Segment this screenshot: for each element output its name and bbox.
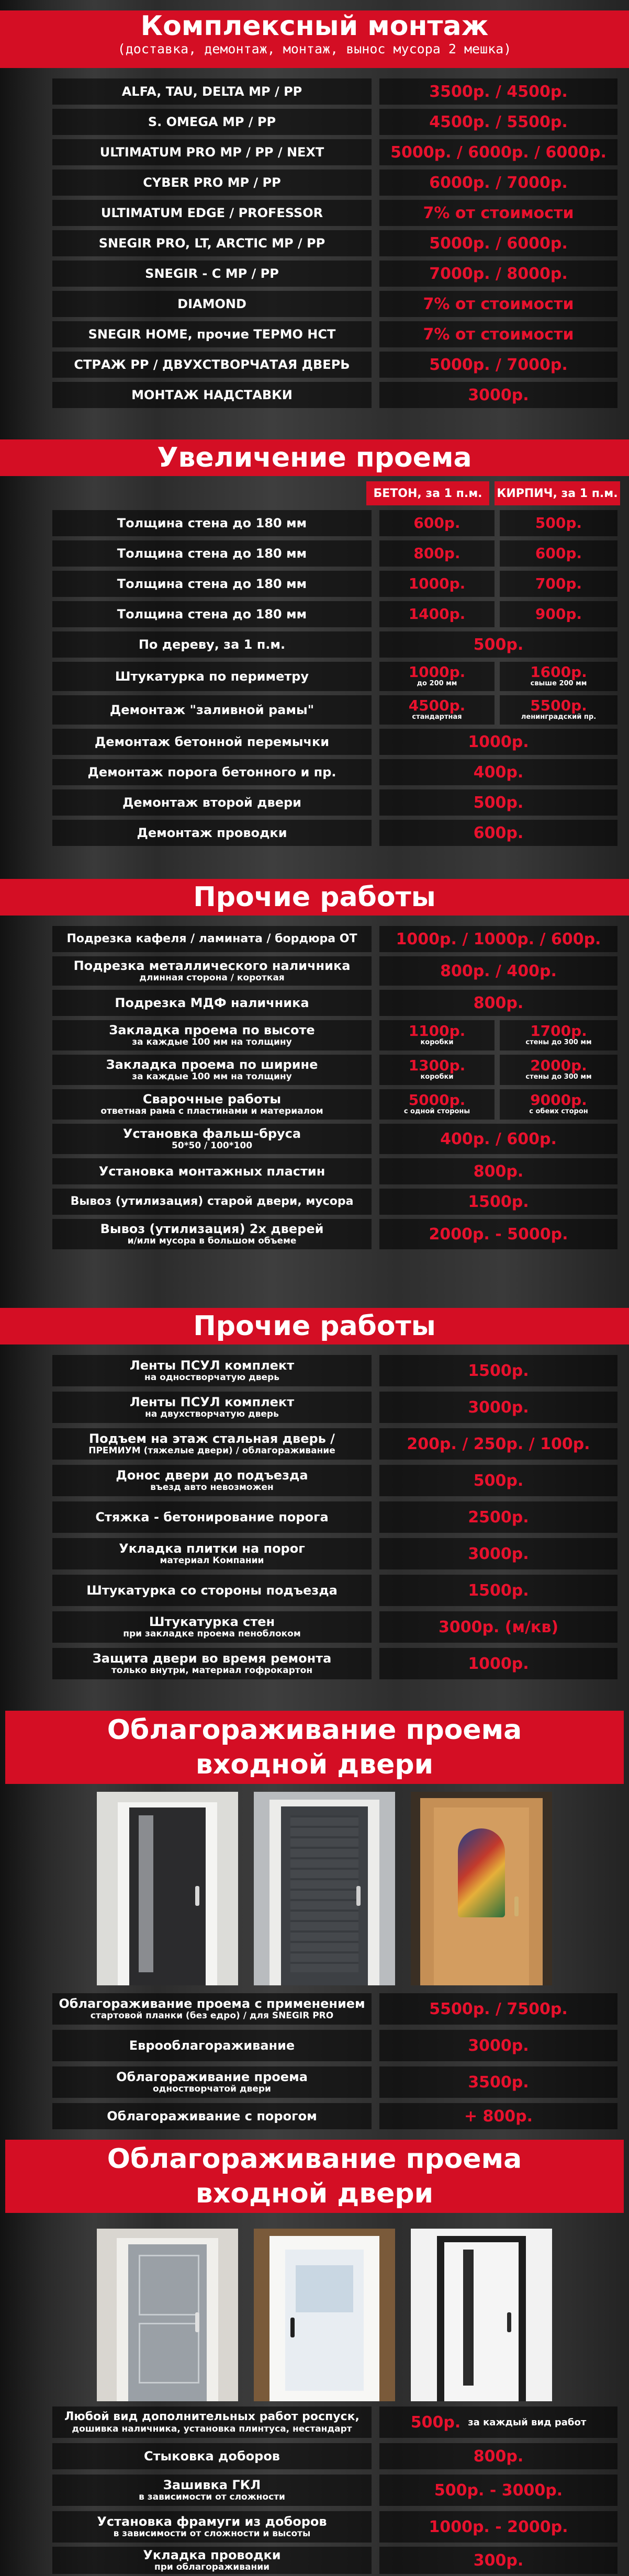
price-caption: стены до 300 мм (525, 1073, 592, 1081)
price-value: 1100р. (408, 1022, 466, 1040)
row-price-concrete: 1400р. (379, 601, 495, 627)
price-row (52, 1501, 620, 1533)
price-row (52, 820, 620, 846)
label-note: на одностворчатую дверь (144, 1372, 279, 1383)
price-value: 5500р. (530, 697, 587, 714)
price-row (52, 1124, 620, 1154)
row-label (52, 2511, 372, 2543)
label-note: материал Компании (160, 1555, 264, 1566)
row-label (52, 2547, 372, 2574)
price-caption: за каждый вид работ (468, 2416, 587, 2428)
label-note: ПРЕМИУМ (тяжелые двери) / облагораживание (88, 1445, 335, 1456)
row-price: 800р. (379, 2443, 617, 2469)
row-label: Облагораживание с порогом (52, 2103, 372, 2129)
price-row (52, 170, 620, 196)
price-caption: свыше 200 мм (530, 680, 587, 687)
row-label (52, 1611, 372, 1643)
price-row (52, 382, 620, 408)
row-label (52, 1124, 372, 1154)
label-main: Укладка проводки (143, 2548, 281, 2562)
row-label (52, 2406, 372, 2438)
price-row (52, 540, 620, 567)
price-row (52, 1089, 620, 1120)
label-main: Облагораживание проема (116, 2070, 308, 2084)
row-price-wall (500, 1055, 617, 1085)
row-price: 5500р. / 7500р. (379, 1993, 617, 2025)
row-price: 200р. / 250р. / 100р. (379, 1428, 617, 1460)
row-price: 3000р. (379, 2030, 617, 2061)
label-note: ответная рама с пластинами и материалом (100, 1106, 323, 1116)
row-label: Подрезка кафеля / ламината / бордюра ОТ (52, 926, 372, 952)
row-label: SNEGIR HOME, прочие ТЕРМО НСТ (52, 321, 372, 347)
price-row (52, 2030, 620, 2061)
row-label: SNEGIR - C MP / PP (52, 261, 372, 287)
door-photo-white-frame (97, 1792, 238, 1985)
section-title: Увеличение проема (157, 442, 472, 473)
row-label: Штукатурка по периметру (52, 662, 372, 691)
price-caption: с одной стороны (403, 1108, 470, 1115)
row-price: 800р. (379, 1158, 617, 1184)
section-title: Прочие работы (193, 882, 436, 913)
door-photo-grey-inset (97, 2229, 238, 2401)
label-note: в зависимости от сложности и высоты (113, 2528, 311, 2539)
row-label (52, 1465, 372, 1496)
row-label (52, 1020, 372, 1050)
row-label: ULTIMATUM EDGE / PROFESSOR (52, 200, 372, 226)
door-photos (97, 1792, 552, 1985)
row-price: 300р. (379, 2547, 617, 2574)
label-note: стартовой планки (без едро) / для SNEGIR PRO (90, 2010, 334, 2021)
row-price: 3500р. / 4500р. (379, 78, 617, 105)
door-photo-black-frame (411, 2229, 552, 2401)
row-price: + 800р. (379, 2103, 617, 2129)
price-row (52, 789, 620, 816)
price-row (52, 1538, 620, 1569)
label-main: Подъем на этаж стальная дверь / (89, 1431, 335, 1446)
price-row (52, 1428, 620, 1460)
price-row (52, 1158, 620, 1184)
section-banner (0, 879, 629, 916)
row-price-wall (500, 1020, 617, 1050)
label-note: дошивка наличника, установка плинтуса, нестандарт (72, 2424, 352, 2434)
row-price: 800р. (379, 990, 617, 1016)
label-note: въезд авто невозможен (150, 1482, 274, 1493)
row-label (52, 1538, 372, 1569)
price-row (52, 631, 620, 658)
row-price: 7000р. / 8000р. (379, 261, 617, 287)
label-main: Сварочные работы (142, 1092, 282, 1106)
row-price: 1500р. (379, 1355, 617, 1386)
row-label: Толщина стена до 180 мм (52, 601, 372, 627)
row-price: 7% от стоимости (379, 321, 617, 347)
section-subtitle: (доставка, демонтаж, монтаж, вынос мусора 2 мешка) (117, 41, 512, 57)
section-other-works-2 (0, 1308, 629, 1726)
row-price: 500р. (379, 631, 617, 658)
column-header-brick: КИРПИЧ, за 1 п.м. (495, 481, 620, 505)
row-label: Вывоз (утилизация) старой двери, мусора (52, 1189, 372, 1215)
section-banner (0, 439, 629, 476)
row-price: 3500р. (379, 2066, 617, 2098)
price-value: 500р. (410, 2413, 461, 2432)
price-row (52, 109, 620, 135)
label-main: Зашивка ГКЛ (163, 2478, 261, 2492)
row-price: 6000р. / 7000р. (379, 170, 617, 196)
row-label: ULTIMATUM PRO MP / PP / NEXT (52, 139, 372, 165)
row-label (52, 1428, 372, 1460)
row-label: CYBER PRO MP / PP (52, 170, 372, 196)
price-caption: ленинградский пр. (521, 713, 597, 721)
label-note: за каждые 100 мм на толщину (132, 1071, 292, 1082)
section-title-line1: Облагораживание проема (107, 1714, 522, 1746)
price-row (52, 601, 620, 627)
row-label: Установка монтажных пластин (52, 1158, 372, 1184)
row-price-concrete: 800р. (379, 540, 495, 567)
row-price-one-side (379, 1089, 495, 1120)
row-label: Толщина стена до 180 мм (52, 540, 372, 567)
price-row (52, 2511, 620, 2543)
price-value: 2000р. (530, 1057, 587, 1074)
row-label (52, 1219, 372, 1249)
row-price: 400р. / 600р. (379, 1124, 617, 1154)
row-label (52, 1648, 372, 1679)
row-price: 3000р. (379, 1392, 617, 1423)
price-row (52, 695, 620, 725)
price-row (52, 1611, 620, 1643)
price-row (52, 352, 620, 378)
price-row (52, 759, 620, 785)
row-price: 3000р. (379, 1538, 617, 1569)
price-row (52, 1189, 620, 1215)
section-title-line2: входной двери (195, 1749, 434, 1780)
label-note: 50*50 / 100*100 (171, 1140, 253, 1151)
row-label: Толщина стена до 180 мм (52, 571, 372, 597)
label-main: Защита двери во время ремонта (92, 1651, 332, 1666)
row-label: Стыковка доборов (52, 2443, 372, 2469)
section-finishing-1 (0, 1711, 629, 2134)
label-note: и/или мусора в большом объеме (127, 1236, 297, 1246)
row-price: 3000р. (м/кв) (379, 1611, 617, 1643)
row-price: 1500р. (379, 1575, 617, 1606)
label-note: на двухстворчатую дверь (145, 1409, 279, 1419)
price-row (52, 2103, 620, 2129)
price-row (52, 321, 620, 347)
label-main: Закладка проема по высоте (109, 1023, 315, 1037)
price-caption: коробки (420, 1038, 454, 1046)
row-price: 1500р. (379, 1189, 617, 1215)
column-header-concrete: БЕТОН, за 1 п.м. (366, 481, 489, 505)
label-main: Закладка проема по ширине (106, 1057, 318, 1072)
label-main: Подрезка металлического наличника (73, 958, 351, 973)
label-main: Любой вид дополнительных работ роспуск, (64, 2410, 360, 2423)
row-label (52, 2066, 372, 2098)
row-price-box (379, 1020, 495, 1050)
label-note: при закладке проема пеноблоком (123, 1629, 301, 1639)
section-banner (0, 10, 629, 68)
row-price: 1000р. (379, 1648, 617, 1679)
section-banner (5, 2140, 624, 2213)
price-row (52, 261, 620, 287)
section-other-works-1 (0, 879, 629, 1324)
row-price-box (379, 1055, 495, 1085)
label-main: Установка фальш-бруса (122, 1126, 301, 1141)
price-row (52, 2475, 620, 2506)
door-photo-white-open (254, 2229, 395, 2401)
row-price: 600р. (379, 820, 617, 846)
price-row (52, 2443, 620, 2469)
price-row (52, 956, 620, 986)
row-label: Демонтаж порога бетонного и пр. (52, 759, 372, 785)
price-caption: коробки (420, 1073, 454, 1081)
price-row (52, 1465, 620, 1496)
price-value: 1700р. (530, 1022, 587, 1040)
row-price: 500р. - 3000р. (379, 2475, 617, 2506)
row-label: Еврооблагораживание (52, 2030, 372, 2061)
section-title-line2: входной двери (195, 2178, 434, 2209)
door-photo-wood-glass (411, 1792, 552, 1985)
price-row (52, 510, 620, 536)
price-row (52, 1020, 620, 1050)
price-caption: с обеих сторон (529, 1108, 588, 1115)
row-price: 5000р. / 7000р. (379, 352, 617, 378)
price-row (52, 1055, 620, 1085)
label-main: Вывоз (утилизация) 2х дверей (100, 1222, 324, 1236)
row-price: 1000р. - 2000р. (379, 2511, 617, 2543)
label-main: Ленты ПСУЛ комплект (129, 1395, 295, 1409)
door-photo-grey-panels (254, 1792, 395, 1985)
label-note: за каждые 100 мм на толщину (132, 1037, 292, 1047)
row-price: 1000р. / 1000р. / 600р. (379, 926, 617, 952)
label-main: Ленты ПСУЛ комплект (129, 1358, 295, 1373)
label-main: Установка фрамуги из доборов (97, 2514, 327, 2529)
row-price: 4500р. / 5500р. (379, 109, 617, 135)
price-row (52, 2547, 620, 2574)
price-row (52, 1392, 620, 1423)
row-label: DIAMOND (52, 291, 372, 317)
row-price-concrete (379, 695, 495, 725)
row-label (52, 1993, 372, 2025)
door-photos (97, 2229, 552, 2401)
section-finishing-2 (0, 2140, 629, 2576)
label-note: одностворчатой двери (153, 2084, 271, 2094)
row-price-brick: 900р. (500, 601, 617, 627)
row-price: 7% от стоимости (379, 200, 617, 226)
row-label: Демонтаж второй двери (52, 789, 372, 816)
label-note: при облагораживании (154, 2562, 270, 2572)
row-price-brick (500, 662, 617, 691)
price-row (52, 1575, 620, 1606)
row-price: 5000р. / 6000р. / 6000р. (379, 139, 617, 165)
row-label: SNEGIR PRO, LT, ARCTIC MP / PP (52, 230, 372, 256)
label-note: в зависимости от сложности (139, 2492, 285, 2502)
price-row (52, 729, 620, 755)
row-label (52, 1392, 372, 1423)
price-value: 1000р. (408, 663, 466, 681)
label-note: длинная сторона / короткая (139, 973, 285, 983)
row-label: Демонтаж проводки (52, 820, 372, 846)
section-title: Комплексный монтаж (140, 10, 489, 42)
price-value: 1300р. (408, 1057, 466, 1074)
price-row (52, 78, 620, 105)
price-caption: стандартная (412, 713, 462, 721)
price-row (52, 990, 620, 1016)
price-row (52, 200, 620, 226)
row-label: МОНТАЖ НАДСТАВКИ (52, 382, 372, 408)
row-price-concrete: 1000р. (379, 571, 495, 597)
row-price: 1000р. (379, 729, 617, 755)
price-caption: стены до 300 мм (525, 1038, 592, 1046)
label-note: только внутри, материал гофрокартон (111, 1665, 313, 1676)
row-price-concrete: 600р. (379, 510, 495, 536)
price-row (52, 230, 620, 256)
price-caption: до 200 мм (417, 680, 457, 687)
row-price: 400р. (379, 759, 617, 785)
row-price: 2500р. (379, 1501, 617, 1533)
row-price: 800р. / 400р. (379, 956, 617, 986)
row-label: ALFA, TAU, DELTA MP / PP (52, 78, 372, 105)
label-main: Донос двери до подъезда (116, 1468, 308, 1483)
price-value: 1600р. (530, 663, 587, 681)
row-price: 5000р. / 6000р. (379, 230, 617, 256)
section-banner (0, 1308, 629, 1345)
row-label: СТРАЖ PP / ДВУХСТВОРЧАТАЯ ДВЕРЬ (52, 352, 372, 378)
section-banner (5, 1711, 624, 1784)
section-complex-install (0, 0, 629, 434)
label-main: Облагораживание проема с применением (59, 1996, 365, 2011)
row-price-concrete (379, 662, 495, 691)
row-price (379, 2406, 617, 2438)
row-price: 500р. (379, 789, 617, 816)
price-row (52, 1993, 620, 2025)
row-price-brick: 600р. (500, 540, 617, 567)
row-label: Демонтаж бетонной перемычки (52, 729, 372, 755)
row-label: Подрезка МДФ наличника (52, 990, 372, 1016)
row-label: Штукатурка со стороны подъезда (52, 1575, 372, 1606)
price-row (52, 2066, 620, 2098)
row-price: 500р. (379, 1465, 617, 1496)
row-price-brick: 700р. (500, 571, 617, 597)
label-main: Укладка плитки на порог (119, 1541, 305, 1556)
row-price-brick: 500р. (500, 510, 617, 536)
price-row (52, 571, 620, 597)
row-label (52, 1089, 372, 1120)
row-label (52, 1355, 372, 1386)
row-label (52, 2475, 372, 2506)
section-title: Прочие работы (193, 1310, 436, 1342)
section-opening-enlargement (0, 434, 629, 879)
row-label: Стяжка - бетонирование порога (52, 1501, 372, 1533)
row-label: Толщина стена до 180 мм (52, 510, 372, 536)
price-row (52, 1219, 620, 1249)
row-price: 3000р. (379, 382, 617, 408)
price-row (52, 139, 620, 165)
row-price-both-sides (500, 1089, 617, 1120)
row-price: 7% от стоимости (379, 291, 617, 317)
price-row (52, 662, 620, 691)
row-price-brick (500, 695, 617, 725)
row-label: Демонтаж "заливной рамы" (52, 695, 372, 725)
price-row (52, 291, 620, 317)
price-row (52, 926, 620, 952)
row-label: S. OMEGA MP / PP (52, 109, 372, 135)
price-row (52, 1355, 620, 1386)
row-label (52, 1055, 372, 1085)
price-row (52, 1648, 620, 1679)
section-title-line1: Облагораживание проема (107, 2143, 522, 2175)
price-value: 4500р. (408, 697, 466, 714)
price-row (52, 2406, 620, 2438)
row-label (52, 956, 372, 986)
row-price: 2000р. - 5000р. (379, 1219, 617, 1249)
label-main: Штукатурка стен (149, 1614, 275, 1629)
row-label: По дереву, за 1 п.м. (52, 631, 372, 658)
price-value: 9000р. (530, 1091, 587, 1109)
price-value: 5000р. (408, 1091, 466, 1109)
